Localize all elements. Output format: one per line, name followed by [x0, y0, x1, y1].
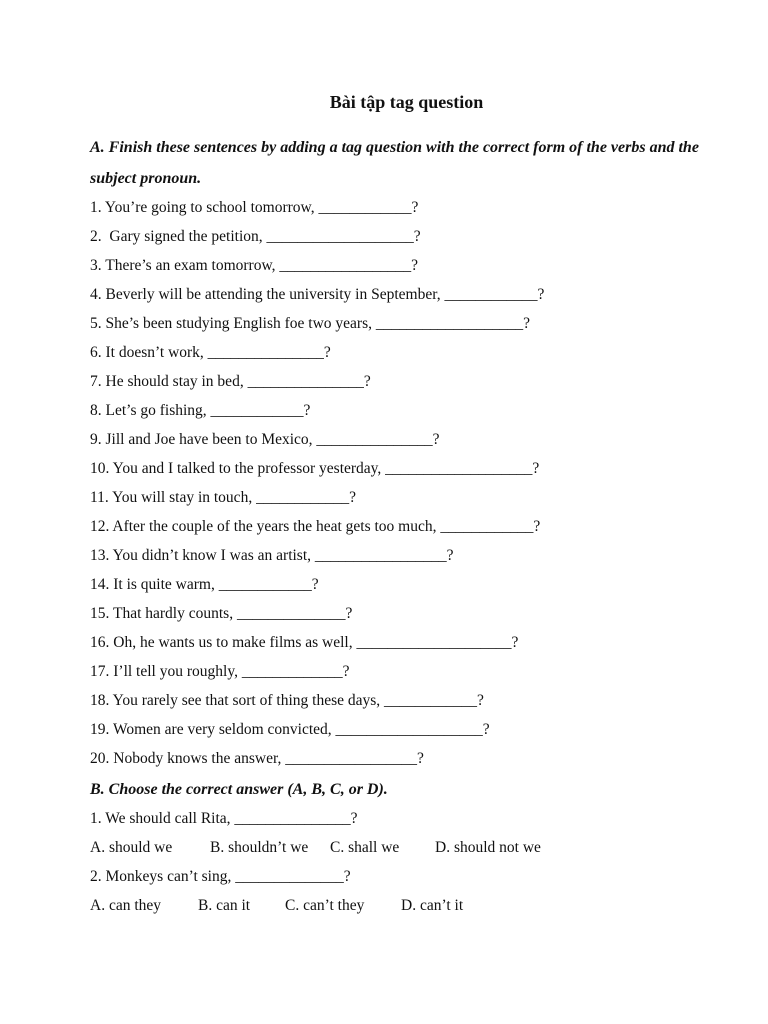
question-2-stem: 2. Monkeys can’t sing, ______________? [90, 868, 351, 885]
exercise-item-16: 16. Oh, he wants us to make films as well, ____________________? [90, 634, 519, 651]
exercise-item-10: 10. You and I talked to the professor yesterday, ___________________? [90, 460, 540, 477]
question-1-option-c: C. shall we [330, 839, 400, 856]
exercise-item-11: 11. You will stay in touch, ____________? [90, 489, 356, 506]
exercise-item-17: 17. I’ll tell you roughly, _____________? [90, 663, 350, 680]
section-b-instruction: B. Choose the correct answer (A, B, C, or D). [90, 781, 388, 798]
question-1-option-d: D. should not we [435, 839, 541, 856]
exercise-item-5: 5. She’s been studying English foe two years, ___________________? [90, 315, 530, 332]
exercise-item-9: 9. Jill and Joe have been to Mexico, _______________? [90, 431, 440, 448]
question-2-option-d: D. can’t it [401, 897, 464, 914]
question-1-option-a: A. should we [90, 839, 173, 856]
exercise-item-14: 14. It is quite warm, ____________? [90, 576, 319, 593]
exercise-item-15: 15. That hardly counts, ______________? [90, 605, 353, 622]
question-2-option-a: A. can they [90, 897, 162, 914]
exercise-item-2: 2. Gary signed the petition, ___________________? [90, 228, 421, 245]
exercise-item-1: 1. You’re going to school tomorrow, ____________? [90, 199, 419, 216]
page-title: Bài tập tag question [329, 92, 484, 112]
question-1-option-b: B. shouldn’t we [210, 839, 309, 856]
exercise-item-19: 19. Women are very seldom convicted, ___________________? [90, 721, 490, 738]
question-2-option-c: C. can’t they [285, 897, 365, 914]
exercise-item-13: 13. You didn’t know I was an artist, _________________? [90, 547, 454, 564]
exercise-item-20: 20. Nobody knows the answer, _________________? [90, 750, 424, 767]
question-2-option-b: B. can it [198, 897, 251, 914]
section-a-instruction: A. Finish these sentences by adding a tag question with the correct form of the verbs and the subject pronoun. [90, 139, 699, 187]
question-1-stem: 1. We should call Rita, _______________? [90, 810, 358, 827]
exercise-item-7: 7. He should stay in bed, _______________? [90, 373, 371, 390]
exercise-item-3: 3. There’s an exam tomorrow, _________________? [90, 257, 419, 274]
exercise-item-12: 12. After the couple of the years the heat gets too much, ____________? [90, 518, 541, 535]
exercise-item-6: 6. It doesn’t work, _______________? [90, 344, 331, 361]
exercise-item-4: 4. Beverly will be attending the university in September, ____________? [90, 286, 545, 303]
exercise-item-18: 18. You rarely see that sort of thing these days, ____________? [90, 692, 484, 709]
exercise-item-8: 8. Let’s go fishing, ____________? [90, 402, 311, 419]
